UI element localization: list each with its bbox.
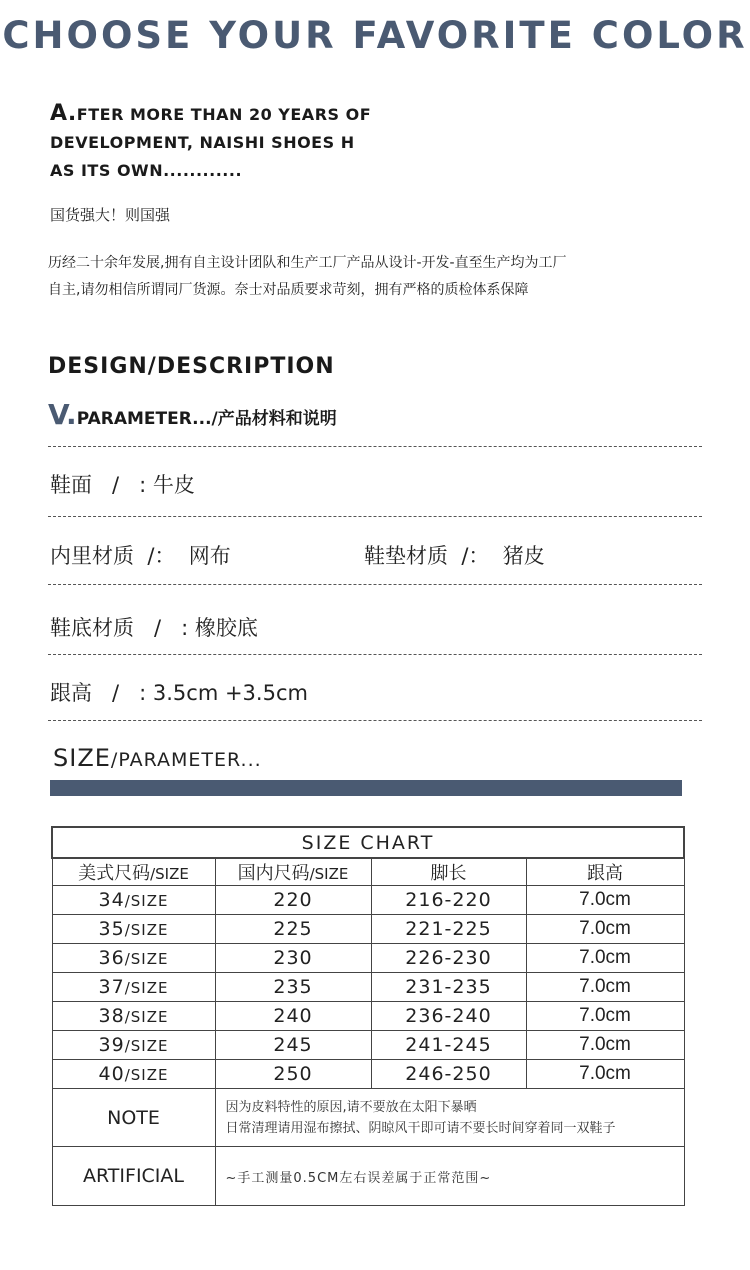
- cell-us-size: 36/SIZE: [52, 944, 215, 973]
- headline: CHOOSE YOUR FAVORITE COLOR: [2, 14, 748, 57]
- cell-us-size: 37/SIZE: [52, 973, 215, 1002]
- intro-english: [50, 100, 390, 185]
- header-us-size: 美式尺码/SIZE: [52, 858, 215, 886]
- size-heading-main: SIZE: [53, 744, 111, 772]
- param-heel: 跟高 / : 3.5cm +3.5cm: [50, 681, 308, 705]
- cell-heel: 7.0cm: [526, 1060, 684, 1089]
- cell-us-size: 38/SIZE: [52, 1002, 215, 1031]
- divider: [48, 446, 702, 447]
- cell-foot-length: 246-250: [371, 1060, 526, 1089]
- cell-heel: 7.0cm: [526, 886, 684, 915]
- parameter-heading: [48, 398, 337, 431]
- note-label: NOTE: [52, 1089, 215, 1147]
- intro-line-1: [50, 100, 390, 129]
- size-heading-sub: /PARAMETER...: [110, 749, 262, 771]
- cell-foot-length: 226-230: [371, 944, 526, 973]
- description: [48, 250, 688, 304]
- note-text: [215, 1089, 684, 1147]
- cell-us-size: 35/SIZE: [52, 915, 215, 944]
- design-heading: DESIGN/DESCRIPTION: [48, 354, 335, 379]
- table-row: [52, 886, 684, 915]
- divider: [48, 584, 702, 585]
- cell-cn-size: 220: [215, 886, 371, 915]
- intro-line-2: DEVELOPMENT, NAISHI SHOES H: [50, 133, 355, 152]
- cell-foot-length: 221-225: [371, 915, 526, 944]
- cell-heel: 7.0cm: [526, 1031, 684, 1060]
- header-heel-height: 跟高: [526, 858, 684, 886]
- table-row: [52, 1060, 684, 1089]
- cell-cn-size: 250: [215, 1060, 371, 1089]
- divider: [48, 516, 702, 517]
- slogan: 国货强大！则国强: [50, 206, 171, 224]
- artificial-label: ARTIFICIAL: [52, 1147, 215, 1206]
- table-row: [52, 1031, 684, 1060]
- description-line-1: 历经二十余年发展,拥有自主设计团队和生产工厂产品从设计-开发-直至生产均为工厂: [48, 255, 567, 271]
- cell-heel: 7.0cm: [526, 973, 684, 1002]
- description-line-2: 自主,请勿相信所谓同厂货源。奈士对品质要求苛刻，拥有严格的质检体系保障: [48, 282, 529, 298]
- table-row: [52, 915, 684, 944]
- param-sole: 鞋底材质 / : 橡胶底: [50, 616, 258, 640]
- note-line-1: 因为皮料特性的原因,请不要放在太阳下暴晒: [225, 1099, 477, 1115]
- table-row: [52, 973, 684, 1002]
- table-row: [52, 944, 684, 973]
- cell-us-size: 40/SIZE: [52, 1060, 215, 1089]
- divider: [48, 654, 702, 655]
- cell-us-size: 34/SIZE: [52, 886, 215, 915]
- size-chart-header-row: [52, 858, 684, 886]
- param-upper: 鞋面 / : 牛皮: [50, 473, 195, 497]
- cell-cn-size: 230: [215, 944, 371, 973]
- cell-cn-size: 245: [215, 1031, 371, 1060]
- cell-foot-length: 241-245: [371, 1031, 526, 1060]
- cell-us-size: 39/SIZE: [52, 1031, 215, 1060]
- parameter-heading-text: PARAMETER.../产品材料和说明: [76, 409, 337, 429]
- artificial-text: ~手工测量0.5CM左右误差属于正常范围~: [215, 1147, 684, 1206]
- size-heading: [53, 744, 262, 772]
- cell-cn-size: 225: [215, 915, 371, 944]
- artificial-row: [52, 1147, 684, 1206]
- header-foot-length: 脚长: [371, 858, 526, 886]
- intro-line-3: AS ITS OWN............: [50, 161, 243, 180]
- size-bar: [50, 780, 682, 796]
- size-chart-table: [51, 826, 685, 1206]
- cell-heel: 7.0cm: [526, 1002, 684, 1031]
- cell-foot-length: 216-220: [371, 886, 526, 915]
- cell-foot-length: 236-240: [371, 1002, 526, 1031]
- cell-foot-length: 231-235: [371, 973, 526, 1002]
- param-insole: 鞋垫材质 /： 猪皮: [364, 544, 545, 568]
- intro-cap-letter: A.: [50, 101, 77, 126]
- cell-cn-size: 240: [215, 1002, 371, 1031]
- parameter-heading-v: V.: [48, 398, 77, 431]
- cell-cn-size: 235: [215, 973, 371, 1002]
- intro-line-1-rest: FTER MORE THAN 20 YEARS OF: [76, 105, 372, 124]
- note-line-2: 日常清理请用湿布擦拭、阴晾风干即可请不要长时间穿着同一双鞋子: [225, 1120, 616, 1136]
- note-row: [52, 1089, 684, 1147]
- cell-heel: 7.0cm: [526, 915, 684, 944]
- table-row: [52, 1002, 684, 1031]
- divider: [48, 720, 702, 721]
- cell-heel: 7.0cm: [526, 944, 684, 973]
- param-lining: 内里材质 /： 网布: [50, 544, 231, 568]
- size-chart-title: SIZE CHART: [52, 827, 684, 858]
- header-cn-size: 国内尺码/SIZE: [215, 858, 371, 886]
